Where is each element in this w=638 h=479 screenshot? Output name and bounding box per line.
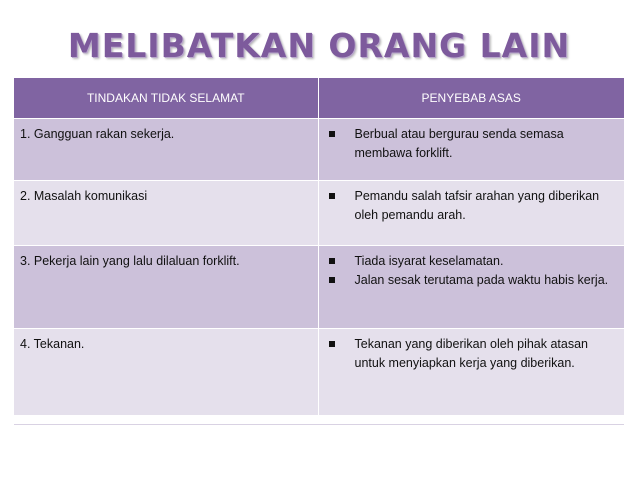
header-root-cause: PENYEBAB ASAS [318, 78, 624, 119]
table-bottom-divider [14, 424, 624, 425]
action-cell: 4. Tekanan. [14, 329, 318, 416]
cause-cell [318, 181, 624, 246]
cause-text: Tekanan yang diberikan oleh pihak atasan untuk menyiapkan kerja yang diberikan. [354, 337, 589, 370]
cause-item [325, 252, 619, 271]
square-bullet-icon [329, 341, 335, 347]
cause-cell [318, 329, 624, 416]
cause-item [325, 187, 619, 225]
cause-text: Pemandu salah tafsir arahan yang diberikan oleh pemandu arah. [354, 189, 600, 222]
table-header-row [14, 78, 624, 119]
slide-title: MELIBATKAN ORANG LAIN [67, 26, 571, 65]
square-bullet-icon [329, 258, 335, 264]
header-unsafe-action: TINDAKAN TIDAK SELAMAT [14, 78, 318, 119]
cause-item [325, 271, 619, 290]
cause-item [325, 335, 619, 373]
square-bullet-icon [329, 277, 335, 283]
table-row [14, 246, 624, 329]
cause-text: Tiada isyarat keselamatan. [354, 254, 504, 268]
table-row [14, 329, 624, 416]
table-row [14, 181, 624, 246]
table-row [14, 119, 624, 181]
cause-text: Berbual atau bergurau senda semasa membawa forklift. [354, 127, 564, 160]
action-cell: 1. Gangguan rakan sekerja. [14, 119, 318, 181]
cause-text: Jalan sesak terutama pada waktu habis kerja. [354, 273, 609, 287]
square-bullet-icon [329, 193, 335, 199]
square-bullet-icon [329, 131, 335, 137]
causes-table [14, 78, 624, 415]
cause-cell [318, 246, 624, 329]
action-cell: 2. Masalah komunikasi [14, 181, 318, 246]
cause-cell [318, 119, 624, 181]
cause-item [325, 125, 619, 163]
action-cell: 3. Pekerja lain yang lalu dilaluan forklift. [14, 246, 318, 329]
